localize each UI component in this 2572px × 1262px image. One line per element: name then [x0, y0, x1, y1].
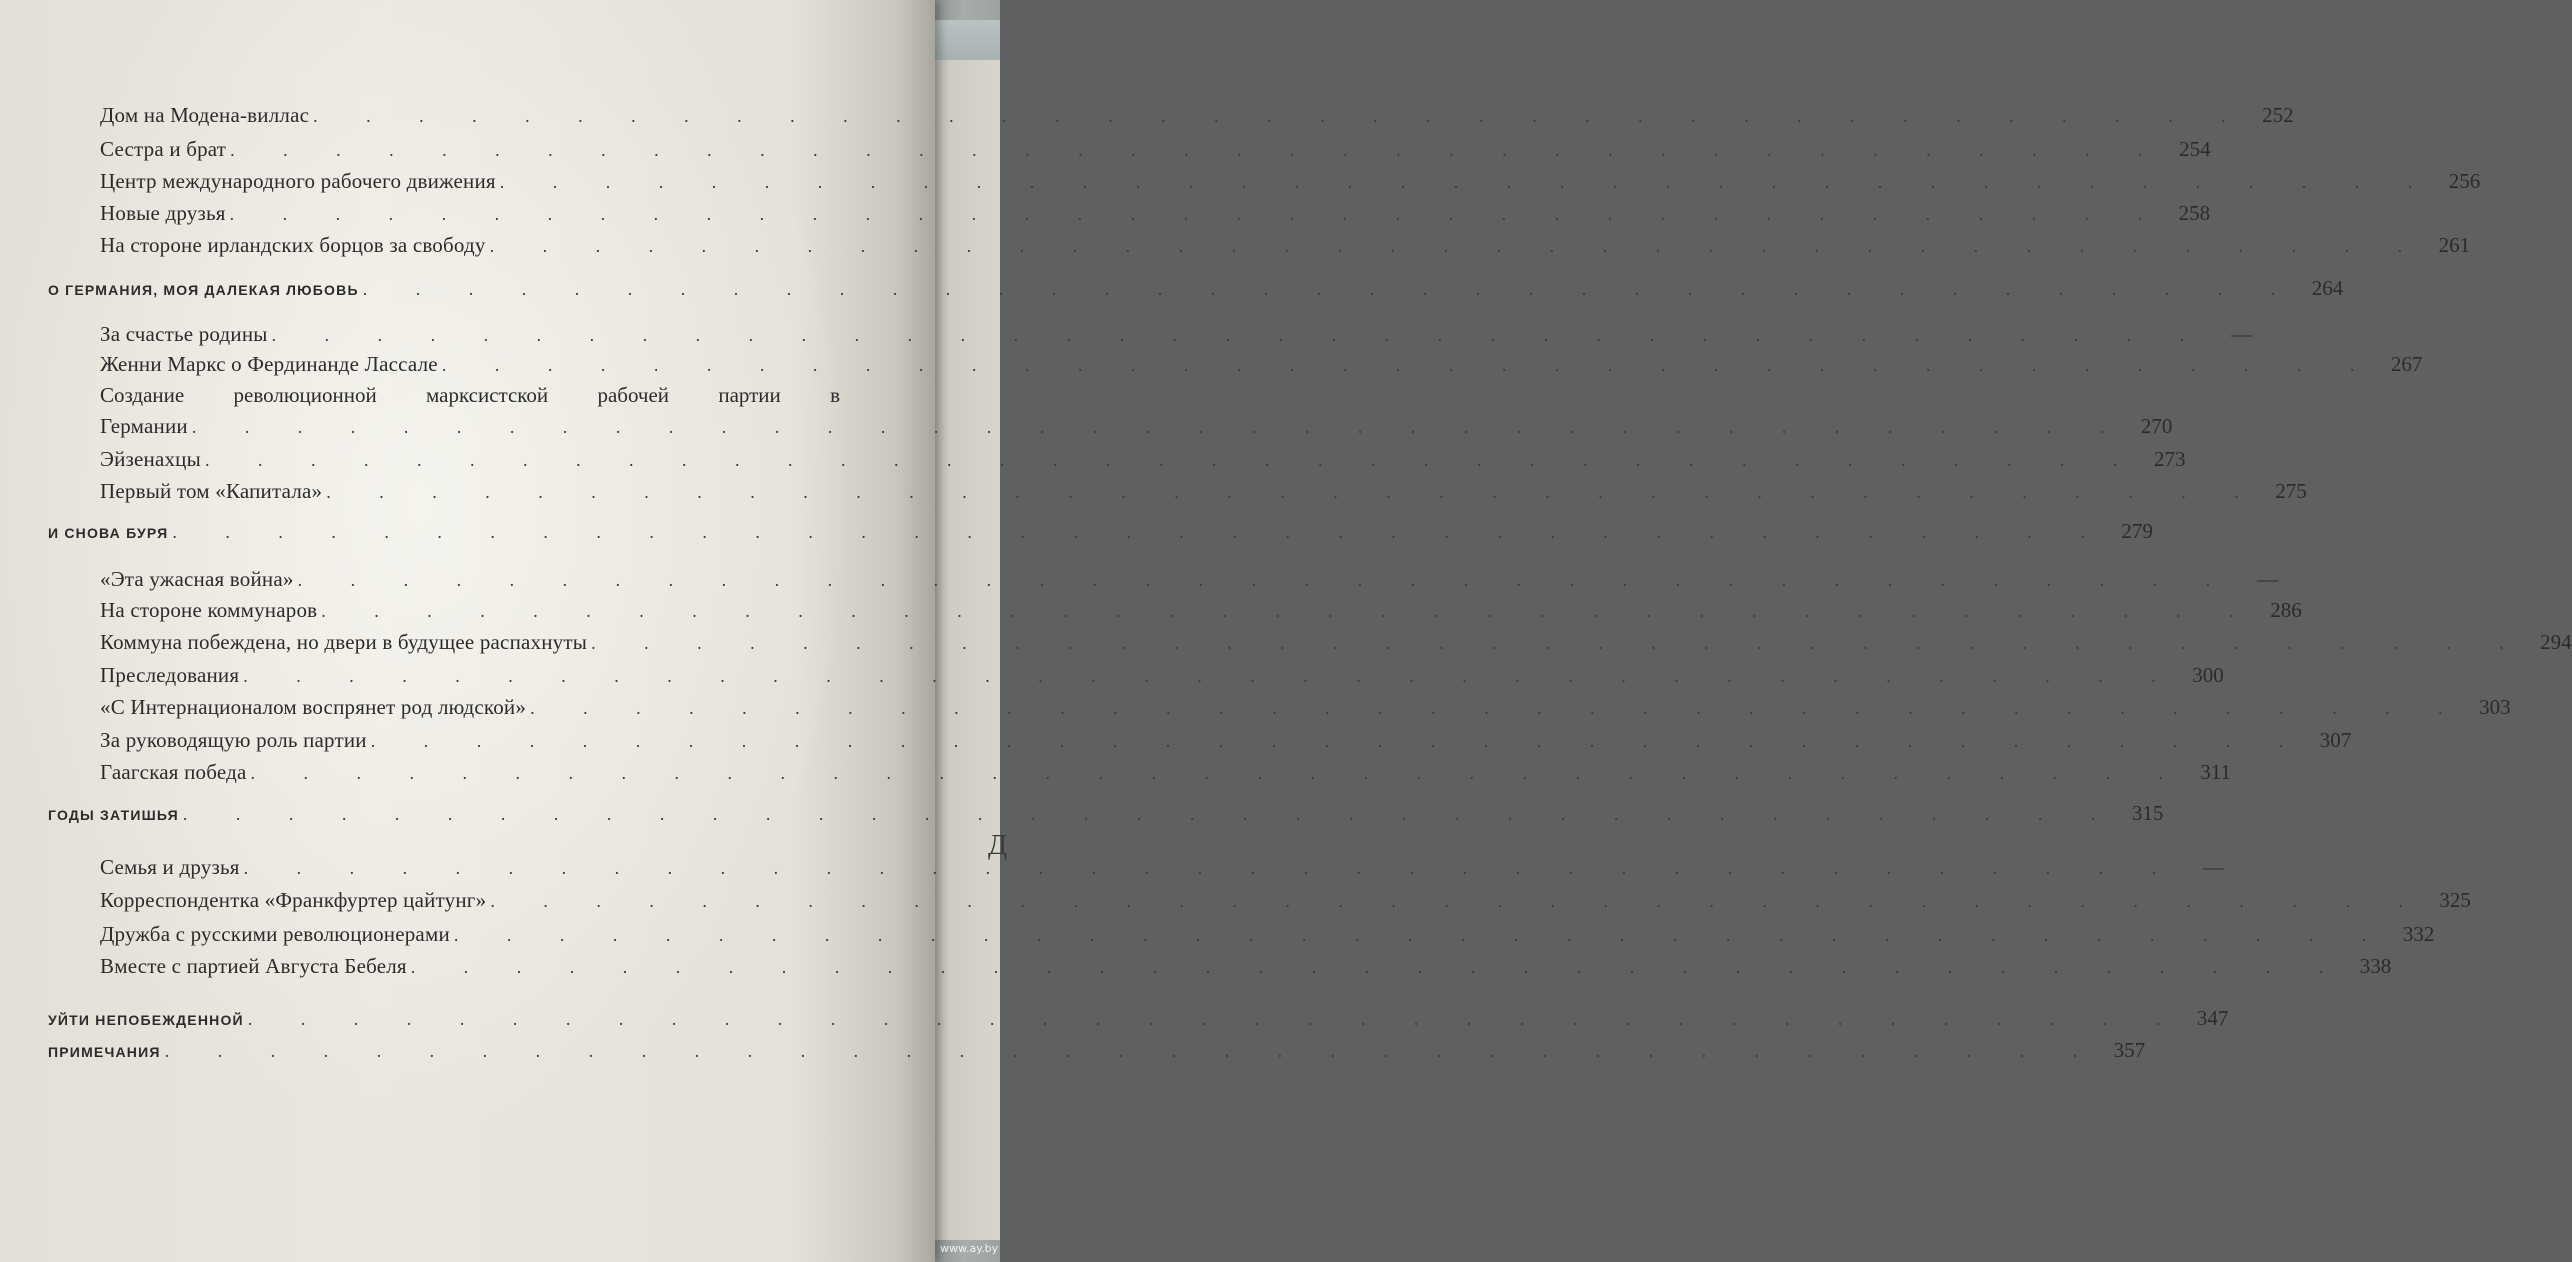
- toc-entry-page: 254: [2179, 137, 2211, 161]
- toc-entry-page: 300: [2192, 663, 2224, 687]
- toc-section: [48, 1038, 2146, 1063]
- leader-dots: . . . . . . . . . . . . . . . . . . . . . . . . . . . . . . . . . . . . .: [297, 570, 2233, 590]
- toc-entry: [100, 728, 2352, 753]
- toc-entry: [100, 479, 2307, 504]
- toc-entry-page: 256: [2448, 169, 2481, 193]
- toc-entry-page: 332: [2402, 922, 2435, 946]
- leader-dots: . . . . . . . . . . . . . . . . . . . . . . . . . . . . . . . . . . . . .: [204, 450, 2140, 470]
- toc-entry-title: Женни Маркс о Фердинанде Лассале: [100, 352, 438, 376]
- toc-entry-title: На стороне ирландских борцов за свободу: [100, 233, 486, 257]
- toc-entry: [100, 855, 2225, 880]
- toc-entry-title: Корреспондентка «Франкфуртер цайтунг»: [100, 888, 487, 912]
- toc-section-page: 357: [2113, 1038, 2146, 1062]
- leader-dots: . . . . . . . . . . . . . . . . . . . . . . . . . . . . . . . . . . . . .: [230, 140, 2165, 160]
- toc-section-title: И СНОВА БУРЯ: [48, 525, 169, 541]
- toc-entry: [100, 137, 2211, 162]
- toc-section-page: 315: [2131, 801, 2164, 825]
- toc-entry-title: Дом на Модена-виллас: [100, 103, 310, 127]
- toc-entry-title: Сестра и брат: [100, 137, 227, 161]
- toc-section-page: 347: [2196, 1006, 2229, 1030]
- toc-entry: [100, 888, 2471, 913]
- toc-entry: [100, 922, 2435, 947]
- toc-section-title: УЙТИ НЕПОБЕЖДЕННОЙ: [48, 1012, 244, 1028]
- toc-entry: [100, 663, 2224, 688]
- leader-dots: . . . . . . . . . . . . . . . . . . . . . . . . . . . . . . . . . . . . .: [243, 666, 2178, 686]
- toc-entry: [100, 414, 2173, 439]
- toc-section: [48, 801, 2164, 826]
- adjacent-page-letter: Д: [988, 830, 1008, 861]
- toc-entry-title: Коммуна побеждена, но двери в будущее распахнуты: [100, 630, 588, 654]
- toc-entry: [100, 954, 2392, 979]
- toc-entry: [100, 201, 2211, 226]
- toc-entry-title-line-2: Германии: [100, 414, 188, 438]
- toc-entry: [100, 630, 2572, 655]
- toc-entry-title: Эйзенахцы: [100, 447, 201, 471]
- leader-dots: . . . . . . . . . . . . . . . . . . . . . . . . . . . . . . . . . . . . .: [247, 1009, 2183, 1029]
- leader-dots: . . . . . . . . . . . . . . . . . . . . . . . . . . . . . . . . . . . . .: [243, 858, 2179, 878]
- toc-entry-page: 252: [2262, 103, 2294, 127]
- leader-dots: . . . . . . . . . . . . . . . . . . . . . . . . . . . . . . . . . . . . .: [172, 522, 2107, 542]
- leader-dots: . . . . . . . . . . . . . . . . . . . . . . . . . . . . . . . . . . . . .: [250, 763, 2186, 783]
- toc-entry: [100, 447, 2186, 472]
- leader-dots: . . . . . . . . . . . . . . . . . . . . . . . . . . . . . . . . . . . . .: [191, 417, 2127, 437]
- toc-entry-page: 270: [2140, 414, 2173, 438]
- toc-entry-page: 258: [2178, 201, 2211, 225]
- toc-section: [48, 276, 2344, 301]
- toc-entry-page: 286: [2270, 598, 2302, 622]
- toc-entry: [100, 352, 2423, 377]
- toc-entry-page: —: [2203, 855, 2225, 879]
- leader-dots: . . . . . . . . . . . . . . . . . . . . . . . . . . . . . . . . . . . . .: [362, 279, 2298, 299]
- toc-entry-title: Семья и друзья: [100, 855, 240, 879]
- leader-dots: . . . . . . . . . . . . . . . . . . . . . . . . . . . . . . . . . . . . .: [499, 172, 2435, 192]
- toc-entry-page: —: [2257, 567, 2279, 591]
- toc-entry-title: Новые друзья: [100, 201, 226, 225]
- leader-dots: . . . . . . . . . . . . . . . . . . . . . . . . . . . . . . . . . . . . .: [490, 891, 2425, 911]
- toc-entry: [100, 103, 2294, 128]
- leader-dots: . . . . . . . . . . . . . . . . . . . . . . . . . . . . . . . . . . . . .: [182, 804, 2118, 824]
- toc-entry-title: Центр международного рабочего движения: [100, 169, 496, 193]
- toc-entry: [100, 322, 2253, 347]
- leader-dots: . . . . . . . . . . . . . . . . . . . . . . . . . . . . . . . . . . . . .: [321, 601, 2256, 621]
- toc-entry-title: За счастье родины: [100, 322, 268, 346]
- toc-entry-page: 273: [2153, 447, 2186, 471]
- leader-dots: . . . . . . . . . . . . . . . . . . . . . . . . . . . . . . . . . . . . .: [370, 731, 2306, 751]
- toc-section: [48, 1006, 2229, 1031]
- toc-section-page: 264: [2311, 276, 2344, 300]
- leader-dots: . . . . . . . . . . . . . . . . . . . . . . . . . . . . . . . . . . . . .: [271, 325, 2207, 345]
- watermark-text: www.ay.by: [940, 1242, 999, 1255]
- toc-entry: [100, 695, 2511, 720]
- leader-dots: . . . . . . . . . . . . . . . . . . . . . . . . . . . . . . . . . . . . .: [313, 106, 2248, 126]
- toc-entry-title: «Эта ужасная война»: [100, 567, 294, 591]
- toc-section-title: О ГЕРМАНИЯ, МОЯ ДАЛЕКАЯ ЛЮБОВЬ: [48, 282, 359, 298]
- leader-dots: . . . . . . . . . . . . . . . . . . . . . . . . . . . . . . . . . . . . .: [410, 957, 2346, 977]
- toc-entry-page: 303: [2479, 695, 2511, 719]
- toc-entry-page: 267: [2390, 352, 2423, 376]
- toc-entry: [100, 598, 2302, 623]
- toc-entry-page: 294: [2540, 630, 2572, 654]
- leader-dots: . . . . . . . . . . . . . . . . . . . . . . . . . . . . . . . . . . . . .: [229, 204, 2165, 224]
- toc-entry-page: 325: [2439, 888, 2471, 912]
- toc-entry-page: 261: [2438, 233, 2471, 257]
- leader-dots: . . . . . . . . . . . . . . . . . . . . . . . . . . . . . . . . . . . . .: [489, 236, 2425, 256]
- toc-entry-page: 311: [2200, 760, 2232, 784]
- leader-dots: . . . . . . . . . . . . . . . . . . . . . . . . . . . . . . . . . . . . .: [530, 698, 2465, 718]
- toc-entry-title: Гаагская победа: [100, 760, 247, 784]
- toc-entry: [100, 760, 2232, 785]
- leader-dots: . . . . . . . . . . . . . . . . . . . . . . . . . . . . . . . . . . . . .: [453, 925, 2389, 945]
- toc-section-title: ПРИМЕЧАНИЯ: [48, 1044, 161, 1060]
- toc-entry-title-line-1: Создание революционной марксистской рабочей партии в: [100, 383, 840, 407]
- toc-entry-page: 307: [2319, 728, 2352, 752]
- leader-dots: . . . . . . . . . . . . . . . . . . . . . . . . . . . . . . . . . . . . .: [591, 633, 2526, 653]
- toc-entry: [100, 169, 2481, 194]
- leader-dots: . . . . . . . . . . . . . . . . . . . . . . . . . . . . . . . . . . . . .: [326, 482, 2261, 502]
- leader-dots: . . . . . . . . . . . . . . . . . . . . . . . . . . . . . . . . . . . . .: [164, 1041, 2100, 1061]
- toc-entry-title: Вместе с партией Августа Бебеля: [100, 954, 407, 978]
- toc-entry-page: —: [2231, 322, 2253, 346]
- toc-section: [48, 519, 2153, 544]
- toc-entry-title: Первый том «Капитала»: [100, 479, 323, 503]
- toc-entry: [100, 567, 2279, 592]
- toc-entry-page: 275: [2275, 479, 2307, 503]
- leader-dots: . . . . . . . . . . . . . . . . . . . . . . . . . . . . . . . . . . . . .: [441, 355, 2377, 375]
- toc-entry: [100, 233, 2471, 258]
- toc-entry-title: Дружба с русскими революционерами: [100, 922, 450, 946]
- toc-section-page: 279: [2121, 519, 2153, 543]
- toc-section-title: ГОДЫ ЗАТИШЬЯ: [48, 807, 179, 823]
- toc-entry-title: «С Интернационалом воспрянет род людской»: [100, 695, 527, 719]
- toc-entry-title: На стороне коммунаров: [100, 598, 318, 622]
- toc-entry-title: За руководящую роль партии: [100, 728, 367, 752]
- toc-entry-page: 338: [2359, 954, 2392, 978]
- toc-entry-title: Преследования: [100, 663, 240, 687]
